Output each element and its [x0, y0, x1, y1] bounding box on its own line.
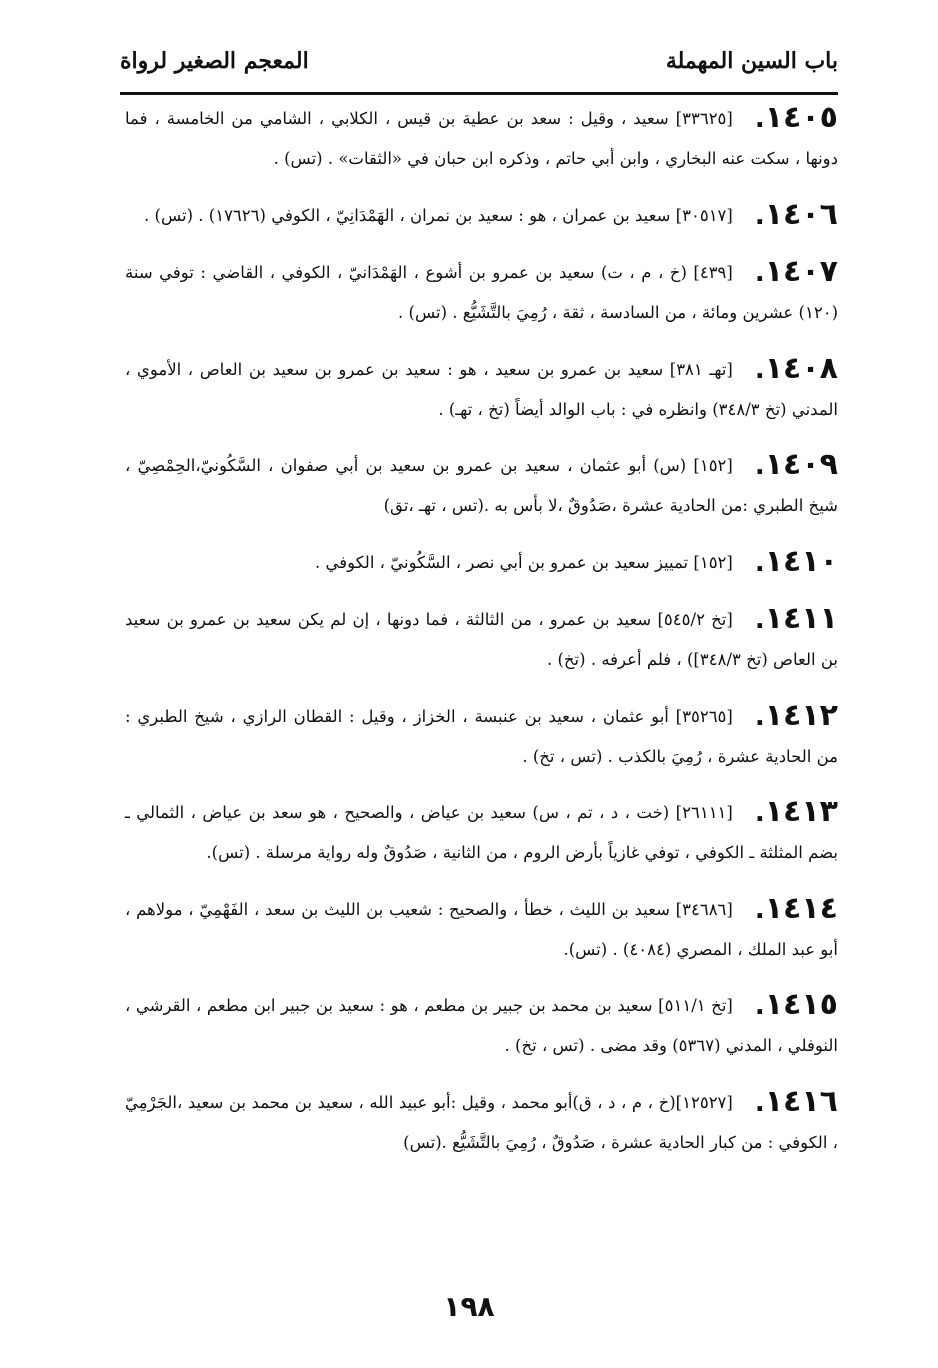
entry-number: ١٤٠٨.	[754, 350, 838, 386]
book-title: المعجم الصغير لرواة	[120, 48, 309, 74]
entry-number: ١٤٠٩.	[754, 447, 838, 482]
entry-text: [٣٥٢٦٥] أبو عثمان ، سعيد بن عنبسة ، الخزاز ، وقيل : القطان الرازي ، شيخ الطبري : من الحادية عشرة ، رُمِيَ بالكذب . (تس ، تخ) .	[125, 706, 838, 766]
entry-text: [٣٠٥١٧] سعيد بن عمران ، هو : سعيد بن نمران ، الهَمْدَانِيّ ، الكوفي (١٧٦٢٦) . (تس) .	[144, 205, 733, 225]
entry-text: [٤٣٩] (خ ، م ، ت) سعيد بن عمرو بن أشوع ، الهَمْدَانيّ ، الكوفي ، القاضي : توفي سنة (١٢٠) عشرين ومائة ، من السادسة ، ثقة ، رُمِيَ بالتَّشَيُّع . (تس) .	[125, 263, 838, 322]
entry	[125, 599, 838, 679]
entry-number: ١٤١١.	[754, 601, 838, 636]
entry	[125, 195, 838, 236]
entry-text: [٣٤٦٨٦] سعيد بن الليث ، خطأ ، والصحيح : شعيب بن الليث بن سعد ، الفَهْمِيّ ، مولاهم ، أبو عبد الملك ، المصري (٤٠٨٤) . (تس).	[125, 899, 838, 959]
entry	[125, 985, 838, 1065]
page-number: ١٩٨	[443, 1290, 495, 1323]
entry-text: [٢٦١١١] (خت ، د ، تم ، س) سعيد بن عياض ، والصحيح ، هو سعد بن عياض ، الثمالي ـ بضم المثلثة ـ الكوفي ، توفي غازياً بأرض الروم ، من الثانية ، صَدُوقٌ وله رواية مرسلة . (تس).	[125, 803, 838, 862]
entry-number: ١٤١٣.	[754, 794, 838, 829]
entry-text: [١٢٥٢٧](خ ، م ، د ، ق)أبو محمد ، وقيل :أبو عبيد الله ، سعيد بن محمد بن سعيد ،الجَرْمِيّ ، الكوفي : من كبار الحادية عشرة ، صَدُوقٌ ، رُمِيَ بالتَّشَيُّع .(تس)	[125, 1092, 838, 1152]
entry	[125, 349, 838, 429]
entry-text: [١٥٢] (س) أبو عثمان ، سعيد بن عمرو بن سعيد بن أبي صفوان ، السَّكُونيّ،الحِمْصِيّ ، شيخ الطبري :من الحادية عشرة ،صَدُوقٌ ،لا بأس به .(تس ، تهـ ،تق)	[125, 456, 838, 515]
entry	[125, 98, 838, 178]
entry-text: [١٥٢] تمييز سعيد بن عمرو بن أبي نصر ، السَّكُونيّ ، الكوفي .	[315, 552, 733, 572]
entry-text: [تهـ ٣٨١] سعيد بن عمرو بن سعيد ، هو : سعيد بن عمرو بن سعيد بن العاص ، الأموي ، المدني (تخ ٣٤٨/٣) وانظره في : باب الوالد أيضاً (تخ ، تهـ) .	[125, 359, 838, 419]
entry-text: [تخ ٥١١/١] سعيد بن محمد بن جبير بن مطعم ، هو : سعيد بن جبير ابن مطعم ، القرشي ، النوفلي ، المدني (٥٣٦٧) وقد مضى . (تس ، تخ) .	[125, 996, 838, 1055]
entry	[125, 792, 838, 872]
entry-text: [تخ ٥٤٥/٢] سعيد بن عمرو ، من الثالثة ، فما دونها ، إن لم يكن سعيد بن عمرو بن سعيد بن العاص (تخ ٣٤٨/٣]) ، فلم أعرفه . (تخ) .	[125, 610, 838, 669]
entry-number: ١٤١٦.	[754, 1083, 838, 1119]
entry	[125, 889, 838, 969]
entry	[125, 252, 838, 332]
entry	[125, 445, 838, 525]
entry-number: ١٤١٢.	[754, 697, 838, 733]
entries-list	[125, 98, 838, 1173]
entry-number: ١٤١٤.	[754, 890, 838, 926]
entry-number: ١٤٠٧.	[754, 254, 838, 289]
entry-number: ١٤٠٥.	[754, 100, 838, 135]
entry-text: [٣٣٦٢٥] سعيد ، وقيل : سعد بن عطية بن قيس ، الكلابي ، الشامي من الخامسة ، فما دونها ، سكت عنه البخاري ، وابن أبي حاتم ، وذكره ابن حبان في «الثقات» . (تس) .	[125, 109, 838, 168]
entry-number: ١٤١٥.	[754, 987, 838, 1022]
header-rule	[120, 92, 838, 95]
entry	[125, 542, 838, 583]
entry	[125, 1082, 838, 1162]
entry	[125, 696, 838, 776]
entry-number: ١٤٠٦.	[754, 196, 838, 232]
entry-number: ١٤١٠.	[754, 543, 838, 579]
chapter-title: باب السين المهملة	[665, 48, 838, 74]
running-header	[120, 36, 838, 86]
